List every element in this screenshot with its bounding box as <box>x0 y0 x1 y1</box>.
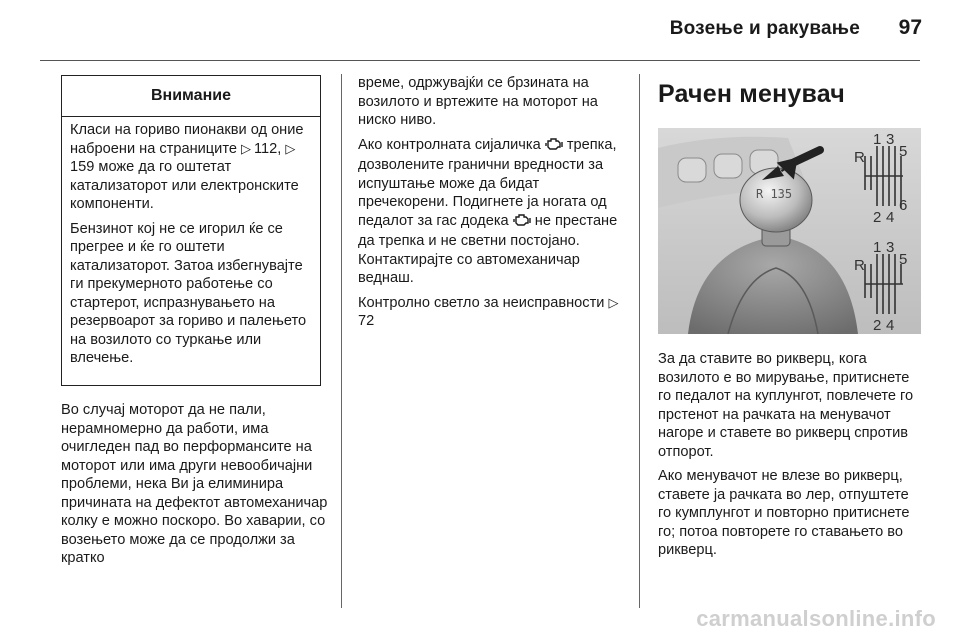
pattern-2-bottom-2: 2 <box>873 317 882 334</box>
column-2-text <box>358 74 628 337</box>
warning-text: може да го оштетат катализаторот или електронските компоненти. <box>70 159 299 212</box>
pattern-1-top-3: 3 <box>886 131 895 148</box>
pattern-2-top-1: 1 <box>873 239 882 256</box>
body-text: Ако контролната сијаличка <box>358 136 545 153</box>
pattern-1-reverse: R <box>854 149 865 166</box>
body-paragraph: време, одржувајќи се брзината на возилото и вртежите на моторот на ниско ниво. <box>358 75 598 128</box>
pattern-2-reverse: R <box>854 257 865 274</box>
warning-paragraph <box>70 121 312 214</box>
pattern-1-bottom-6: 6 <box>899 197 908 214</box>
warning-box <box>61 75 321 386</box>
svg-text:R 135: R 135 <box>756 187 793 201</box>
body-text: трепка, дозволените гранични вредности за испуштање може да бидат пречекорени. Подигнете ја ногата од педалот за гас додека <box>358 136 617 229</box>
gearbox-illustration <box>658 128 921 334</box>
page-ref-link[interactable]: 72 <box>358 313 375 329</box>
ref-arrow-icon: ▷ <box>285 140 296 156</box>
pattern-2-top-3: 3 <box>886 239 895 256</box>
pattern-2-bottom-4: 4 <box>886 317 895 334</box>
pattern-1-bottom-4: 4 <box>886 209 895 226</box>
body-paragraph: За да ставите во рикверц, кога возилото е во мирување, притиснете го педалот на куплунгот, повлечете го прстенот на рачката на менувачот нагоре и ставете во рикверц спротив отпорот. <box>658 351 914 460</box>
body-text: не престане да трепка и не светни постојано. Контактирајте со автомеханичар веднаш. <box>358 212 618 286</box>
column-divider <box>639 74 640 608</box>
column-divider <box>341 74 342 608</box>
column-1-text <box>61 401 329 574</box>
watermark: carmanualsonline.info <box>696 606 936 631</box>
header-title: Возење и ракување <box>669 18 860 39</box>
body-paragraph: Ако менувачот не влезе во рикверц, ставете ја рачката во лер, отпуштете го кумплунгот и повторно притиснете го; потоа повторете го ставањето во рикверц. <box>658 468 910 558</box>
header-rule <box>40 60 920 61</box>
engine-lamp-icon <box>545 137 563 157</box>
engine-lamp-icon <box>513 213 531 233</box>
ref-arrow-icon: ▷ <box>608 294 619 310</box>
warning-title: Внимание <box>62 76 320 117</box>
body-paragraph: Во случај моторот да не пали, нерамномерно да работи, има очигледен пад во перформансите на моторот или има други невообичајни проблеми, нека Ви ја елиминира причината на дефектот автомеханичар колку е можно поскоро. Во хаварии, со возењето може да се продолжи за кратко <box>61 402 328 566</box>
ref-arrow-icon: ▷ <box>241 140 252 156</box>
pattern-1-bottom-2: 2 <box>873 209 882 226</box>
column-3-text <box>658 350 922 566</box>
pattern-1-top-1: 1 <box>873 131 882 148</box>
gearshift-drawing <box>658 128 921 334</box>
page-ref-link[interactable]: 159 <box>70 159 95 175</box>
body-paragraph <box>358 294 628 331</box>
pattern-1-top-5: 5 <box>899 143 908 160</box>
section-title: Рачен менувач <box>658 80 845 108</box>
warning-body <box>62 117 320 368</box>
body-text: Контролно светло за неисправности <box>358 294 609 311</box>
page-number: 97 <box>898 16 922 39</box>
warning-text: Класи на гориво пионакви од оние наброени на страниците <box>70 122 304 157</box>
warning-paragraph: Бензинот кој не се игорил ќе се прегрее и ќе го оштети катализаторот. Затоа избегнувајте ги прекумерното работење со стартерот, испразнувањето на резервоарот за гориво и палењето на возилото со туркање или влечење. <box>70 220 307 366</box>
pattern-2-top-5: 5 <box>899 251 908 268</box>
warning-text: , <box>277 140 286 157</box>
page-ref-link[interactable]: 112 <box>253 140 278 157</box>
body-paragraph <box>358 136 628 288</box>
